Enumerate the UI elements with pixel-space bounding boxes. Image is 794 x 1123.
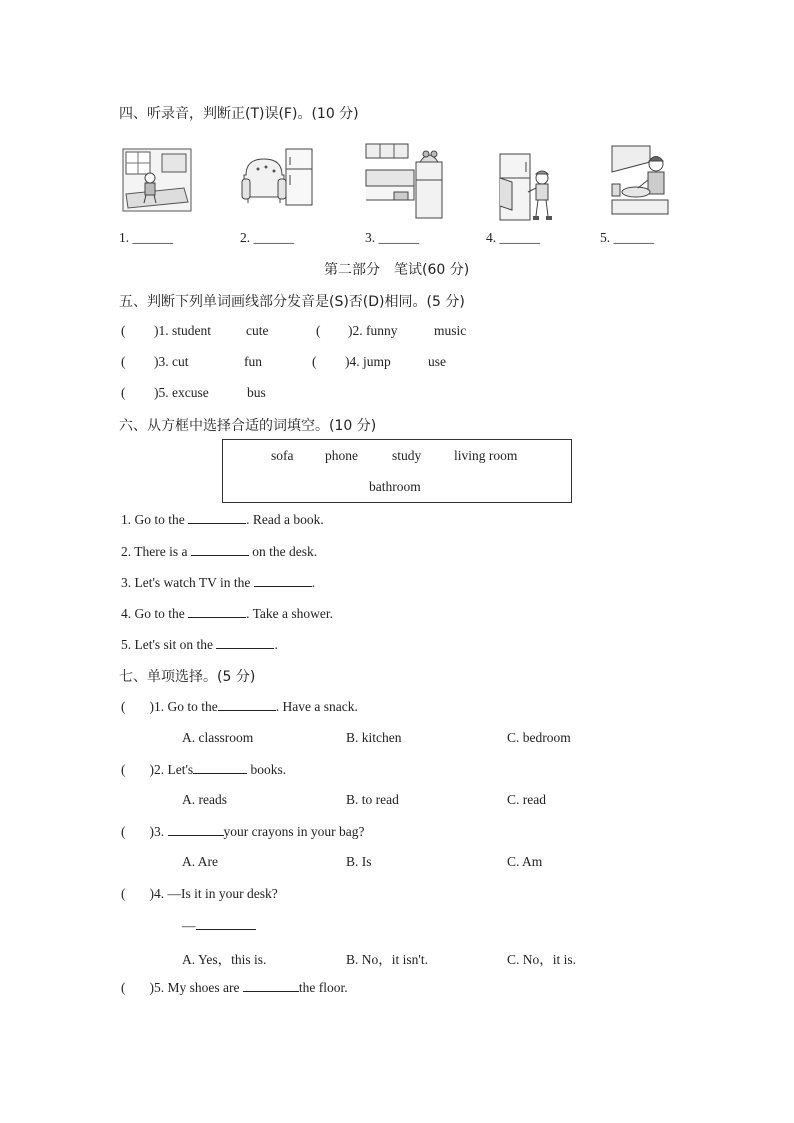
fill-blank[interactable] <box>188 605 246 618</box>
question-text: )4. —Is it in your desk? <box>149 886 278 901</box>
part7-title: 七、单项选择。(5 分) <box>119 669 256 685</box>
question-start: )2. Let's <box>149 762 194 777</box>
answer-blank-1[interactable]: 1. ______ <box>119 230 173 245</box>
fill-blank[interactable] <box>193 761 247 774</box>
question-end: your crayons in your bag? <box>223 824 365 839</box>
armchair-and-fridge-picture <box>240 145 316 209</box>
paren-3[interactable]: ( <box>121 354 126 369</box>
option-2a[interactable]: A. reads <box>182 792 227 807</box>
question-end: books. <box>247 762 287 777</box>
fill-blank[interactable] <box>218 698 276 711</box>
sentence-start: There is a <box>134 544 188 559</box>
answer-blank-3[interactable]: 3. ______ <box>365 230 419 245</box>
item-5-word1: )5. excuse <box>154 385 209 400</box>
sentence-start: Go to the <box>134 606 185 621</box>
answer-dash: — <box>182 918 196 933</box>
option-2c[interactable]: C. read <box>507 792 546 807</box>
mc-question-2 <box>121 761 286 778</box>
answer-blank-5[interactable]: 5. ______ <box>600 230 654 245</box>
item-4-word2: use <box>428 354 446 369</box>
mc-question-3 <box>121 823 364 840</box>
item-3-word1: )3. cut <box>154 354 189 369</box>
sentence-end: . <box>274 637 278 652</box>
boy-at-fridge-picture <box>498 152 560 224</box>
answer-blank-4[interactable]: 4. ______ <box>486 230 540 245</box>
mc-question-4 <box>121 886 278 902</box>
answer-blank-2[interactable]: 2. ______ <box>240 230 294 245</box>
paren-4[interactable]: ( <box>312 354 317 369</box>
mc-question-1 <box>121 698 358 715</box>
fill-sentence-2 <box>121 543 317 560</box>
item-1-word2: cute <box>246 323 269 338</box>
question-end: . Have a snack. <box>275 699 358 714</box>
paren-2[interactable]: ( <box>316 323 321 338</box>
sentence-end: . Take a shower. <box>246 606 334 621</box>
option-4b[interactable]: B. No，it isn't. <box>346 952 428 967</box>
answer-paren[interactable]: ( <box>121 886 126 901</box>
part5-title: 五、判断下列单词画线部分发音是(S)否(D)相同。(5 分) <box>119 294 465 310</box>
sentence-number: 5. <box>121 637 132 652</box>
option-4c[interactable]: C. No，it is. <box>507 952 577 967</box>
sentence-start: Go to the <box>134 512 185 527</box>
fill-blank[interactable] <box>196 917 256 930</box>
question-start: )5. My shoes are <box>149 980 240 995</box>
sentence-start: Let's sit on the <box>134 637 214 652</box>
word-bathroom: bathroom <box>369 479 421 494</box>
sentence-number: 3. <box>121 575 132 590</box>
answer-paren[interactable]: ( <box>121 762 126 777</box>
question-start: )3. <box>149 824 168 839</box>
paren-1[interactable]: ( <box>121 323 126 338</box>
question-end: the floor. <box>298 980 348 995</box>
fill-blank[interactable] <box>168 823 224 836</box>
item-2-word2: music <box>434 323 467 338</box>
fill-blank[interactable] <box>254 574 312 587</box>
sentence-number: 2. <box>121 544 132 559</box>
item-5-word2: bus <box>247 385 266 400</box>
item-3-word2: fun <box>244 354 262 369</box>
sentence-start: Let's watch TV in the <box>134 575 251 590</box>
sentence-end: . Read a book. <box>246 512 324 527</box>
mc-question-5 <box>121 979 348 996</box>
item-1-word1: )1. student <box>154 323 211 338</box>
word-study: study <box>392 448 422 463</box>
man-cooking-picture <box>610 144 670 218</box>
word-living-room: living room <box>454 448 518 463</box>
kitchen-picture <box>364 142 446 220</box>
question-start: )1. Go to the <box>149 699 218 714</box>
answer-paren[interactable]: ( <box>121 699 126 714</box>
fill-sentence-4 <box>121 605 333 622</box>
paren-5[interactable]: ( <box>121 385 126 400</box>
option-3c[interactable]: C. Am <box>507 854 543 869</box>
fill-sentence-1 <box>121 511 324 528</box>
word-phone: phone <box>325 448 358 463</box>
sentence-number: 4. <box>121 606 132 621</box>
fill-blank[interactable] <box>243 979 299 992</box>
sentence-number: 1. <box>121 512 132 527</box>
option-1a[interactable]: A. classroom <box>182 730 254 745</box>
option-3b[interactable]: B. Is <box>346 854 372 869</box>
living-room-boy-picture <box>122 148 192 212</box>
option-2b[interactable]: B. to read <box>346 792 399 807</box>
part2-title: 第二部分 笔试(60 分) <box>324 262 470 278</box>
part4-title: 四、听录音，判断正(T)误(F)。(10 分) <box>119 106 359 122</box>
option-1c[interactable]: C. bedroom <box>507 730 571 745</box>
answer-line <box>182 917 256 934</box>
item-2-word1: )2. funny <box>348 323 398 338</box>
fill-blank[interactable] <box>191 543 249 556</box>
item-4-word1: )4. jump <box>345 354 391 369</box>
option-1b[interactable]: B. kitchen <box>346 730 402 745</box>
answer-paren[interactable]: ( <box>121 980 126 995</box>
fill-sentence-5 <box>121 636 278 653</box>
option-3a[interactable]: A. Are <box>182 854 218 869</box>
fill-blank[interactable] <box>188 511 246 524</box>
word-sofa: sofa <box>271 448 294 463</box>
answer-paren[interactable]: ( <box>121 824 126 839</box>
fill-sentence-3 <box>121 574 315 591</box>
sentence-end: on the desk. <box>252 544 318 559</box>
fill-blank[interactable] <box>216 636 274 649</box>
part6-title: 六、从方框中选择合适的词填空。(10 分) <box>119 418 377 434</box>
sentence-end: . <box>311 575 316 590</box>
option-4a[interactable]: A. Yes，this is. <box>182 952 267 967</box>
